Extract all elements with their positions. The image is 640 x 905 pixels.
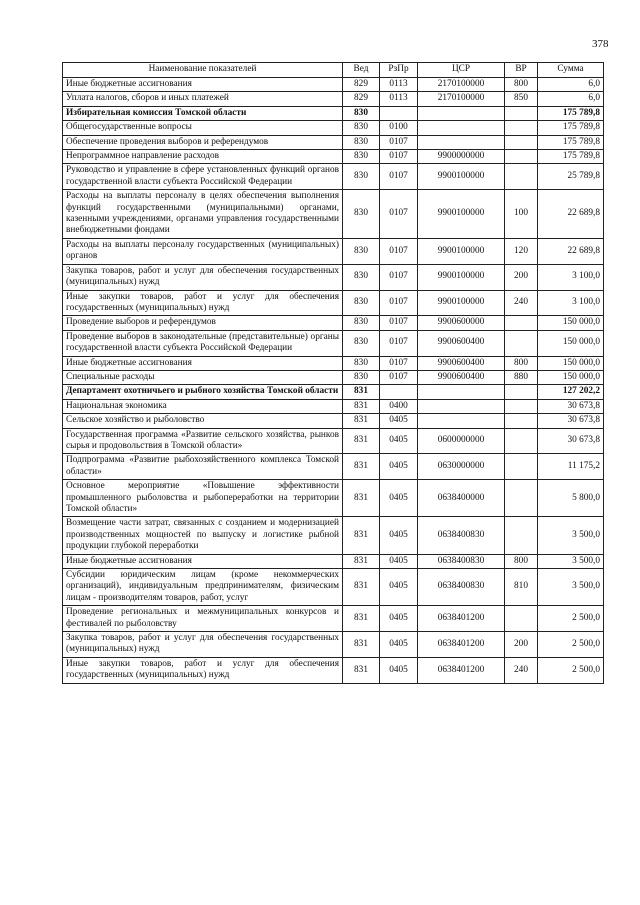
row-name: Проведение выборов в законодательные (представительные) органы государственной власти субъекта Российской Федерации bbox=[63, 330, 343, 356]
row-sum: 2 500,0 bbox=[538, 657, 604, 683]
row-sum: 3 100,0 bbox=[538, 290, 604, 316]
row-name: Избирательная комиссия Томской области bbox=[63, 106, 343, 120]
row-ved: 831 bbox=[343, 517, 380, 554]
row-csr: 0638401200 bbox=[418, 632, 505, 658]
table-row bbox=[63, 264, 604, 290]
row-sum: 175 789,8 bbox=[538, 135, 604, 149]
row-csr: 0630000000 bbox=[418, 454, 505, 480]
row-vr: 200 bbox=[505, 632, 538, 658]
row-rzpr: 0405 bbox=[380, 517, 418, 554]
table-row bbox=[63, 480, 604, 517]
row-rzpr: 0107 bbox=[380, 135, 418, 149]
table-row bbox=[63, 399, 604, 413]
row-name: Проведение выборов и референдумов bbox=[63, 316, 343, 330]
row-rzpr bbox=[380, 385, 418, 399]
row-ved: 831 bbox=[343, 480, 380, 517]
header-ved: Вед bbox=[343, 63, 380, 78]
row-name: Иные закупки товаров, работ и услуг для обеспечения государственных (муниципальных) нужд bbox=[63, 290, 343, 316]
table-row bbox=[63, 164, 604, 190]
row-rzpr: 0405 bbox=[380, 414, 418, 428]
row-sum: 3 100,0 bbox=[538, 264, 604, 290]
row-ved: 830 bbox=[343, 150, 380, 164]
row-ved: 830 bbox=[343, 330, 380, 356]
table-row bbox=[63, 569, 604, 606]
header-csr: ЦСР bbox=[418, 63, 505, 78]
table-row bbox=[63, 92, 604, 106]
row-vr bbox=[505, 121, 538, 135]
row-rzpr: 0100 bbox=[380, 121, 418, 135]
row-vr bbox=[505, 135, 538, 149]
row-vr bbox=[505, 150, 538, 164]
row-name: Основное мероприятие «Повышение эффективности промышленного рыболовства и рыбопереработки на территории Томской области» bbox=[63, 480, 343, 517]
header-rzpr: РзПр bbox=[380, 63, 418, 78]
row-ved: 831 bbox=[343, 454, 380, 480]
row-rzpr: 0405 bbox=[380, 569, 418, 606]
row-ved: 830 bbox=[343, 356, 380, 370]
row-sum: 6,0 bbox=[538, 92, 604, 106]
row-rzpr: 0113 bbox=[380, 78, 418, 92]
row-sum: 30 673,8 bbox=[538, 428, 604, 454]
row-sum: 6,0 bbox=[538, 78, 604, 92]
row-csr: 0638400830 bbox=[418, 569, 505, 606]
table-row bbox=[63, 150, 604, 164]
table-row bbox=[63, 290, 604, 316]
row-ved: 830 bbox=[343, 316, 380, 330]
row-csr: 0638400830 bbox=[418, 517, 505, 554]
row-csr bbox=[418, 121, 505, 135]
table-row bbox=[63, 356, 604, 370]
row-vr: 810 bbox=[505, 569, 538, 606]
row-rzpr: 0107 bbox=[380, 356, 418, 370]
row-vr: 880 bbox=[505, 370, 538, 384]
table-row bbox=[63, 517, 604, 554]
row-vr: 100 bbox=[505, 190, 538, 239]
row-sum: 150 000,0 bbox=[538, 370, 604, 384]
row-rzpr: 0107 bbox=[380, 264, 418, 290]
table-header-row bbox=[63, 63, 604, 78]
row-rzpr: 0405 bbox=[380, 554, 418, 568]
row-sum: 3 500,0 bbox=[538, 554, 604, 568]
table-row bbox=[63, 385, 604, 399]
row-rzpr: 0405 bbox=[380, 454, 418, 480]
table-row bbox=[63, 454, 604, 480]
row-name: Общегосударственные вопросы bbox=[63, 121, 343, 135]
row-rzpr: 0107 bbox=[380, 330, 418, 356]
row-ved: 829 bbox=[343, 92, 380, 106]
header-name: Наименование показателей bbox=[63, 63, 343, 78]
row-ved: 830 bbox=[343, 370, 380, 384]
row-rzpr: 0405 bbox=[380, 480, 418, 517]
table-row bbox=[63, 606, 604, 632]
table-row bbox=[63, 78, 604, 92]
row-ved: 831 bbox=[343, 385, 380, 399]
row-vr: 240 bbox=[505, 657, 538, 683]
row-rzpr: 0107 bbox=[380, 190, 418, 239]
row-vr: 200 bbox=[505, 264, 538, 290]
row-csr bbox=[418, 414, 505, 428]
table-row bbox=[63, 632, 604, 658]
row-vr bbox=[505, 399, 538, 413]
row-sum: 30 673,8 bbox=[538, 414, 604, 428]
row-csr: 9900000000 bbox=[418, 150, 505, 164]
row-rzpr: 0107 bbox=[380, 150, 418, 164]
row-ved: 831 bbox=[343, 428, 380, 454]
row-ved: 829 bbox=[343, 78, 380, 92]
row-csr bbox=[418, 106, 505, 120]
table-row bbox=[63, 316, 604, 330]
table-row bbox=[63, 428, 604, 454]
row-csr: 2170100000 bbox=[418, 92, 505, 106]
row-rzpr: 0107 bbox=[380, 164, 418, 190]
row-sum: 22 689,8 bbox=[538, 238, 604, 264]
row-sum: 150 000,0 bbox=[538, 330, 604, 356]
row-ved: 830 bbox=[343, 135, 380, 149]
row-ved: 831 bbox=[343, 569, 380, 606]
row-name: Иные закупки товаров, работ и услуг для обеспечения государственных (муниципальных) нужд bbox=[63, 657, 343, 683]
row-ved: 830 bbox=[343, 106, 380, 120]
row-name: Субсидии юридическим лицам (кроме некоммерческих организаций), индивидуальным предпринимателям, физическим лицам - производителям товаров, работ, услуг bbox=[63, 569, 343, 606]
row-name: Проведение региональных и межмуниципальных конкурсов и фестивалей по рыболовству bbox=[63, 606, 343, 632]
row-name: Уплата налогов, сборов и иных платежей bbox=[63, 92, 343, 106]
row-ved: 831 bbox=[343, 632, 380, 658]
table-row bbox=[63, 190, 604, 239]
row-csr bbox=[418, 399, 505, 413]
row-vr bbox=[505, 414, 538, 428]
page-number: 378 bbox=[592, 38, 609, 50]
row-name: Государственная программа «Развитие сельского хозяйства, рынков сырья и продовольствия в Томской области» bbox=[63, 428, 343, 454]
row-csr bbox=[418, 135, 505, 149]
row-vr bbox=[505, 428, 538, 454]
row-rzpr: 0400 bbox=[380, 399, 418, 413]
row-name: Сельское хозяйство и рыболовство bbox=[63, 414, 343, 428]
table-row bbox=[63, 554, 604, 568]
row-name: Подпрограмма «Развитие рыбохозяйственного комплекса Томской области» bbox=[63, 454, 343, 480]
row-sum: 22 689,8 bbox=[538, 190, 604, 239]
row-rzpr: 0113 bbox=[380, 92, 418, 106]
row-csr: 9900100000 bbox=[418, 238, 505, 264]
row-csr: 9900100000 bbox=[418, 164, 505, 190]
row-csr: 0638400000 bbox=[418, 480, 505, 517]
table-row bbox=[63, 238, 604, 264]
row-name: Национальная экономика bbox=[63, 399, 343, 413]
row-sum: 5 800,0 bbox=[538, 480, 604, 517]
row-name: Департамент охотничьего и рыбного хозяйства Томской области bbox=[63, 385, 343, 399]
row-csr: 9900600000 bbox=[418, 316, 505, 330]
table-row bbox=[63, 414, 604, 428]
row-sum: 175 789,8 bbox=[538, 106, 604, 120]
row-sum: 2 500,0 bbox=[538, 606, 604, 632]
row-vr: 800 bbox=[505, 356, 538, 370]
row-name: Возмещение части затрат, связанных с созданием и модернизацией производственных мощностей по выпуску и логистике рыбной продукции глубокой переработки bbox=[63, 517, 343, 554]
row-ved: 830 bbox=[343, 121, 380, 135]
row-name: Расходы на выплаты персоналу государственных (муниципальных) органов bbox=[63, 238, 343, 264]
row-csr: 0638400830 bbox=[418, 554, 505, 568]
row-sum: 175 789,8 bbox=[538, 121, 604, 135]
row-csr: 9900600400 bbox=[418, 356, 505, 370]
table-row bbox=[63, 370, 604, 384]
row-vr bbox=[505, 517, 538, 554]
row-ved: 831 bbox=[343, 657, 380, 683]
table-row bbox=[63, 135, 604, 149]
row-name: Специальные расходы bbox=[63, 370, 343, 384]
row-rzpr: 0405 bbox=[380, 632, 418, 658]
row-vr: 850 bbox=[505, 92, 538, 106]
budget-table bbox=[62, 62, 604, 684]
row-rzpr bbox=[380, 106, 418, 120]
row-vr: 800 bbox=[505, 78, 538, 92]
row-ved: 830 bbox=[343, 190, 380, 239]
row-csr bbox=[418, 385, 505, 399]
row-vr bbox=[505, 330, 538, 356]
row-name: Руководство и управление в сфере установленных функций органов государственной власти субъекта Российской Федерации bbox=[63, 164, 343, 190]
row-csr: 0600000000 bbox=[418, 428, 505, 454]
row-ved: 831 bbox=[343, 606, 380, 632]
table-row bbox=[63, 657, 604, 683]
row-csr: 0638401200 bbox=[418, 657, 505, 683]
row-rzpr: 0405 bbox=[380, 657, 418, 683]
row-sum: 2 500,0 bbox=[538, 632, 604, 658]
row-ved: 831 bbox=[343, 554, 380, 568]
row-name: Иные бюджетные ассигнования bbox=[63, 78, 343, 92]
row-vr bbox=[505, 316, 538, 330]
header-vr: ВР bbox=[505, 63, 538, 78]
row-sum: 150 000,0 bbox=[538, 356, 604, 370]
row-vr bbox=[505, 454, 538, 480]
row-sum: 175 789,8 bbox=[538, 150, 604, 164]
row-name: Иные бюджетные ассигнования bbox=[63, 356, 343, 370]
row-name: Иные бюджетные ассигнования bbox=[63, 554, 343, 568]
row-ved: 830 bbox=[343, 238, 380, 264]
table-row bbox=[63, 330, 604, 356]
row-vr bbox=[505, 606, 538, 632]
row-rzpr: 0405 bbox=[380, 428, 418, 454]
row-vr bbox=[505, 106, 538, 120]
row-vr: 120 bbox=[505, 238, 538, 264]
row-ved: 830 bbox=[343, 290, 380, 316]
row-sum: 127 202,2 bbox=[538, 385, 604, 399]
row-rzpr: 0107 bbox=[380, 238, 418, 264]
row-sum: 25 789,8 bbox=[538, 164, 604, 190]
row-sum: 150 000,0 bbox=[538, 316, 604, 330]
row-name: Закупка товаров, работ и услуг для обеспечения государственных (муниципальных) нужд bbox=[63, 264, 343, 290]
row-vr bbox=[505, 164, 538, 190]
row-sum: 3 500,0 bbox=[538, 569, 604, 606]
row-rzpr: 0107 bbox=[380, 370, 418, 384]
row-name: Расходы на выплаты персоналу в целях обеспечения выполнения функций государственными (муниципальными) органами, казенными учреждениями, органами управления государственными внебюджетными фондами bbox=[63, 190, 343, 239]
row-vr bbox=[505, 385, 538, 399]
table-row bbox=[63, 121, 604, 135]
row-csr: 9900100000 bbox=[418, 190, 505, 239]
row-ved: 831 bbox=[343, 399, 380, 413]
row-name: Обеспечение проведения выборов и референдумов bbox=[63, 135, 343, 149]
row-rzpr: 0405 bbox=[380, 606, 418, 632]
row-sum: 3 500,0 bbox=[538, 517, 604, 554]
row-vr bbox=[505, 480, 538, 517]
row-sum: 30 673,8 bbox=[538, 399, 604, 413]
row-name: Непрограммное направление расходов bbox=[63, 150, 343, 164]
table-row bbox=[63, 106, 604, 120]
row-rzpr: 0107 bbox=[380, 290, 418, 316]
row-sum: 11 175,2 bbox=[538, 454, 604, 480]
row-rzpr: 0107 bbox=[380, 316, 418, 330]
row-ved: 831 bbox=[343, 414, 380, 428]
row-ved: 830 bbox=[343, 164, 380, 190]
row-ved: 830 bbox=[343, 264, 380, 290]
row-vr: 240 bbox=[505, 290, 538, 316]
header-sum: Сумма bbox=[538, 63, 604, 78]
row-csr: 2170100000 bbox=[418, 78, 505, 92]
row-csr: 9900600400 bbox=[418, 330, 505, 356]
row-csr: 9900100000 bbox=[418, 264, 505, 290]
row-vr: 800 bbox=[505, 554, 538, 568]
row-name: Закупка товаров, работ и услуг для обеспечения государственных (муниципальных) нужд bbox=[63, 632, 343, 658]
row-csr: 9900100000 bbox=[418, 290, 505, 316]
row-csr: 9900600400 bbox=[418, 370, 505, 384]
row-csr: 0638401200 bbox=[418, 606, 505, 632]
